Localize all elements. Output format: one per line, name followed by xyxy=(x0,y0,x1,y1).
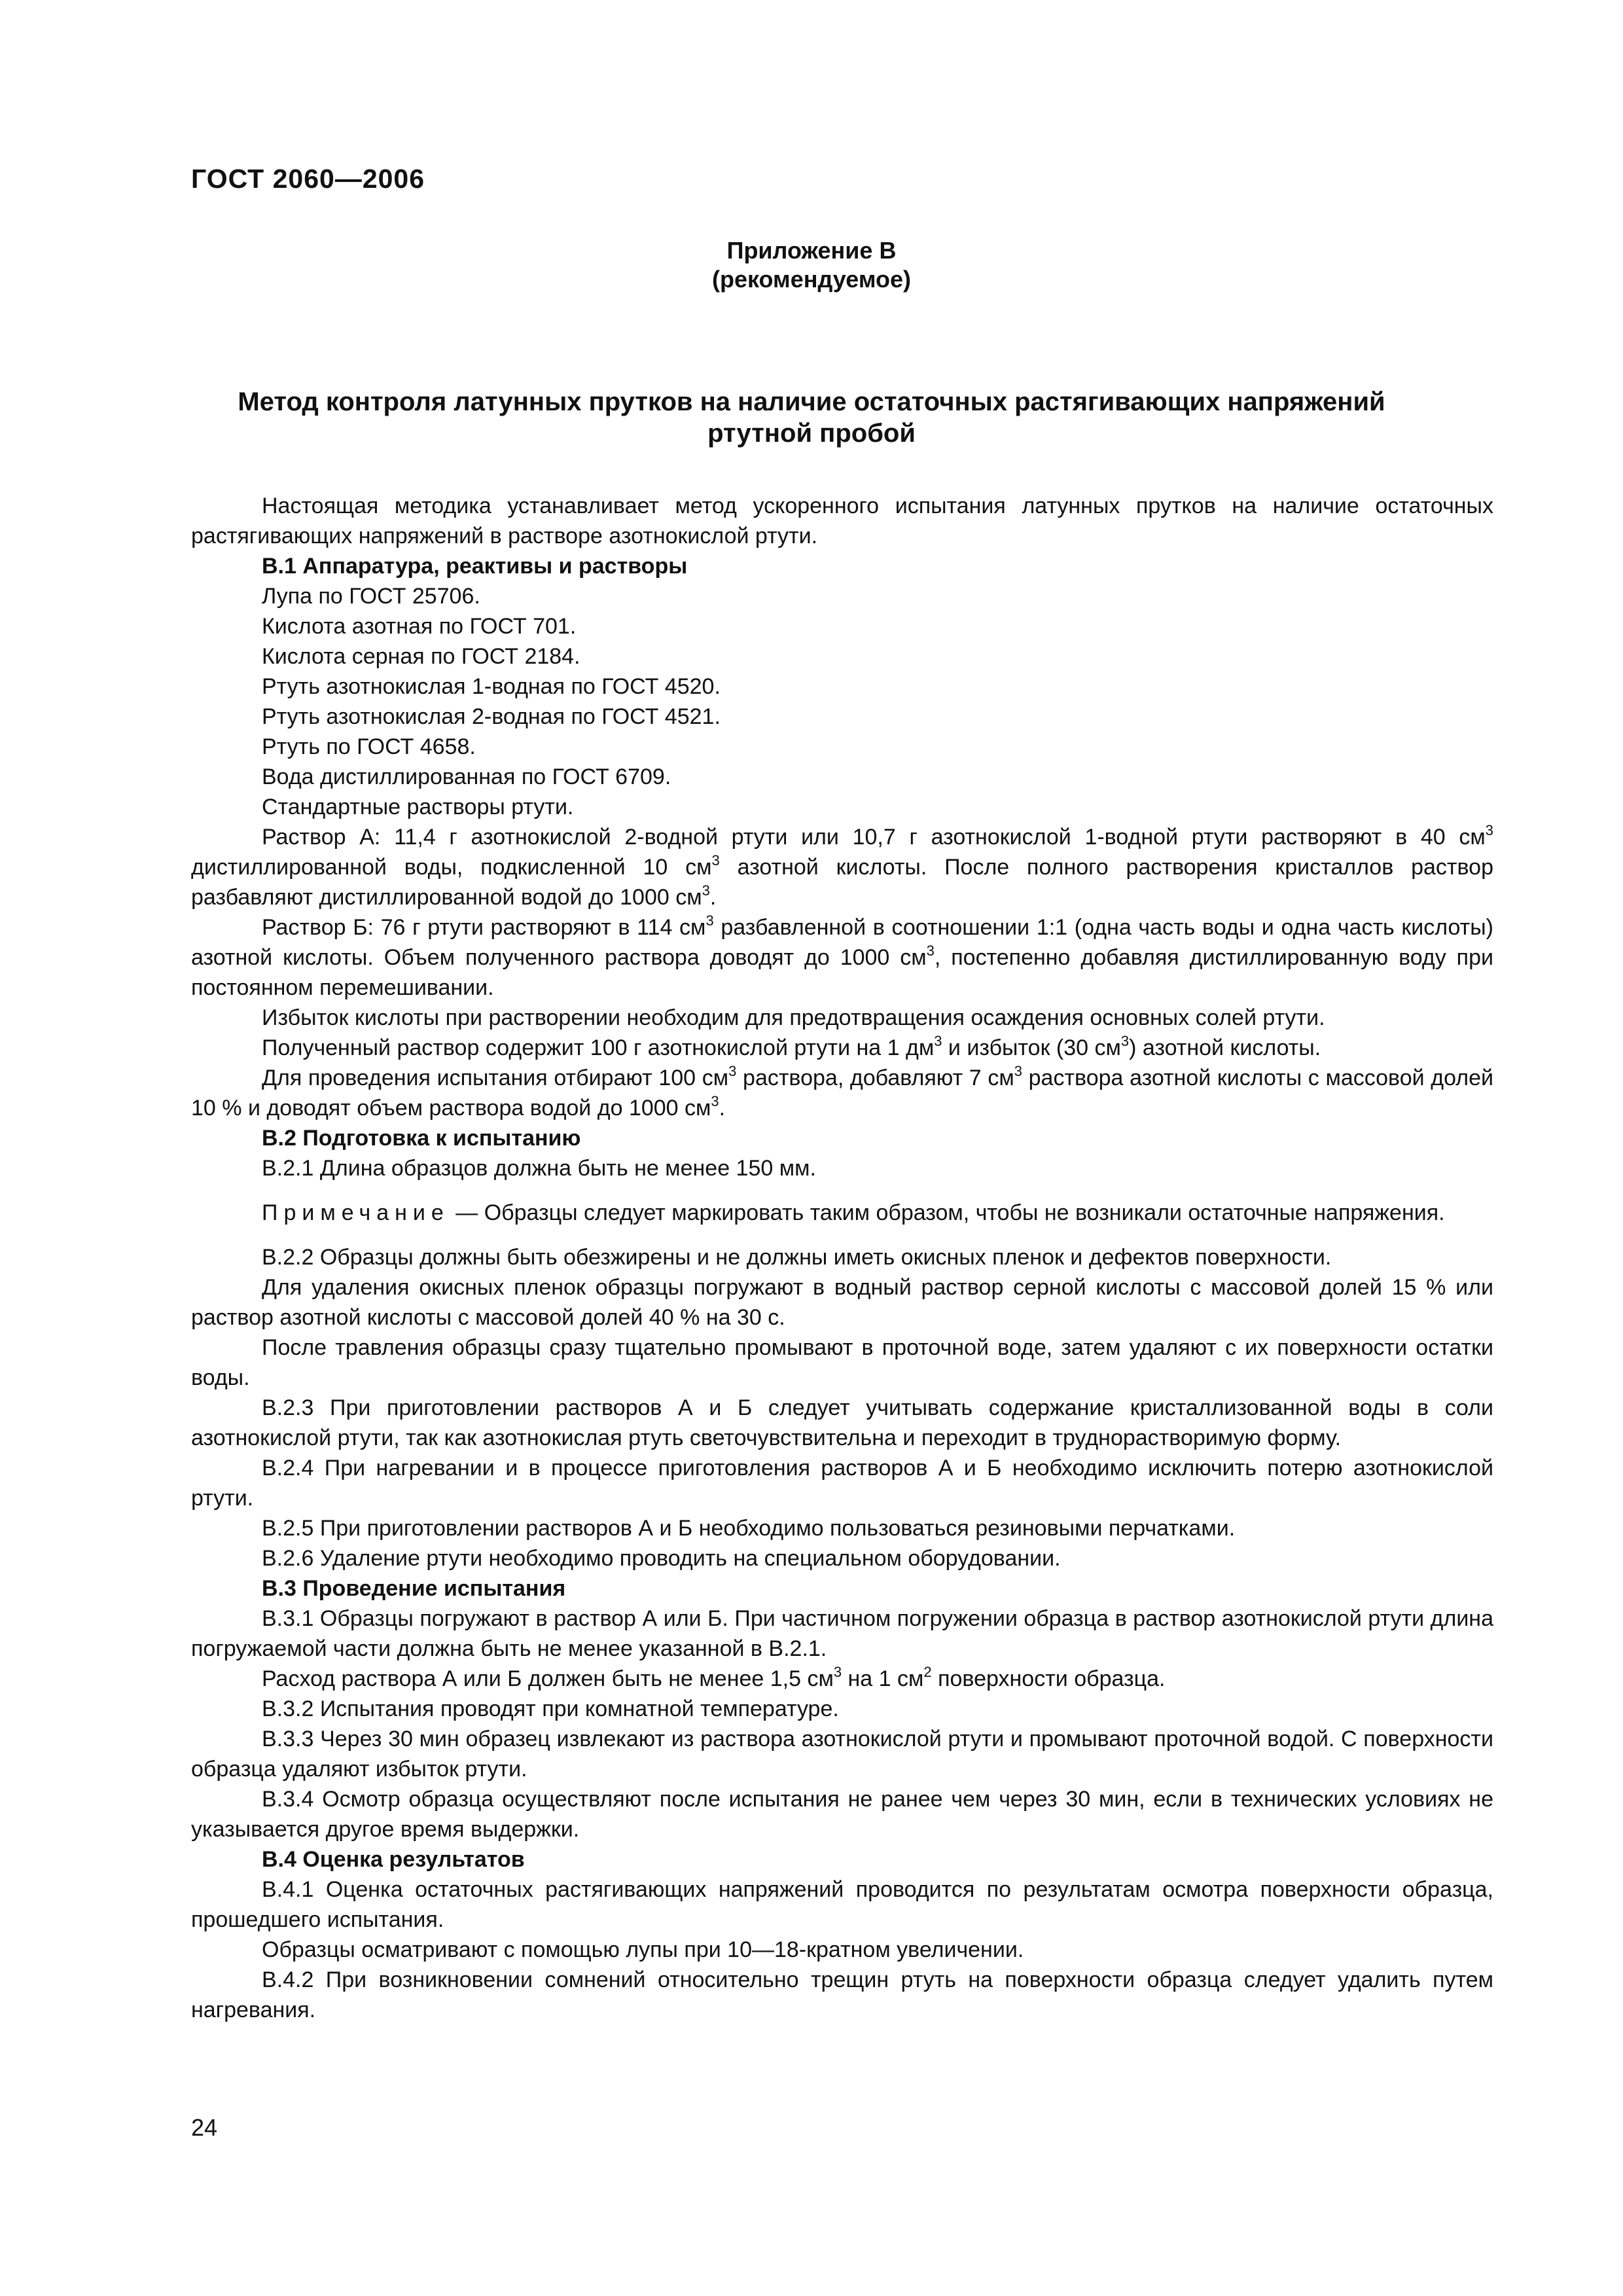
paragraph-b4-2: В.4.2 При возникновении сомнений относительно трещин ртуть на поверхности образца следует удалить путем нагревания. xyxy=(191,1967,1493,2022)
list-item: Кислота серная по ГОСТ 2184. xyxy=(262,644,580,669)
paragraph-b4-1: В.4.1 Оценка остаточных растягивающих напряжений проводится по результатам осмотра поверхности образца, прошедшего испытания. xyxy=(191,1877,1493,1932)
heading-b3: В.3 Проведение испытания xyxy=(262,1576,566,1601)
paragraph-b3-4: В.3.4 Осмотр образца осуществляют после испытания не ранее чем через 30 мин, если в технических условиях не указывается другое время выдержки. xyxy=(191,1787,1493,1842)
note-text: — Образцы следует маркировать таким образом, чтобы не возникали остаточные напряжения. xyxy=(449,1200,1445,1225)
intro-paragraph: Настоящая методика устанавливает метод ускоренного испытания латунных прутков на наличие остаточных растягивающих напряжений в растворе азотнокислой ртути. xyxy=(191,493,1493,548)
paragraph-b2-4: В.2.4 При нагревании и в процессе приготовления растворов А и Б необходимо исключить потерю азотнокислой ртути. xyxy=(191,1456,1493,1511)
solution-b-paragraph: Раствор Б: 76 г ртути растворяют в 114 $см^3$ разбавленной в соотношении 1:1 (одна часть воды и одна часть кислоты) азотной кислоты. Объем полученного раствора доводят до 1000 $см^3$, постепенно добавляя дистиллированную воду при постоянном перемешивании. xyxy=(191,912,1493,1000)
heading-b1: В.1 Аппаратура, реактивы и растворы xyxy=(262,554,688,579)
heading-b4: В.4 Оценка результатов xyxy=(262,1847,525,1872)
list-item: Кислота азотная по ГОСТ 701. xyxy=(262,614,577,639)
heading-b2: В.2 Подготовка к испытанию xyxy=(262,1126,581,1151)
list-item: Ртуть по ГОСТ 4658. xyxy=(262,734,476,759)
paragraph-b2-2: В.2.2 Образцы должны быть обезжирены и не должны иметь окисных пленок и дефектов поверхности. xyxy=(262,1245,1332,1270)
excess-acid-paragraph: Избыток кислоты при растворении необходим для предотвращения осаждения основных солей ртути. xyxy=(262,1005,1325,1030)
test-solution-paragraph: Для проведения испытания отбирают 100 $см^3$ раствора, добавляют 7 $см^3$ раствора азотной кислоты с массовой долей 10 % и доводят объем раствора водой до 1000 $см^3$. xyxy=(191,1063,1494,1121)
list-item: Ртуть азотнокислая 1-водная по ГОСТ 4520. xyxy=(262,674,721,699)
paragraph-b3-1: В.3.1 Образцы погружают в раствор А или Б. При частичном погружении образца в раствор азотнокислой ртути длина погружаемой части должна быть не менее указанной в В.2.1. xyxy=(191,1606,1493,1661)
solution-a-paragraph: Раствор А: 11,4 г азотнокислой 2-водной ртути или 10,7 г азотнокислой 1-водной ртути растворяют в 40 $см^3$ дистиллированной воды, подкисленной 10 $см^3$ азотной кислоты. После полного растворения кристаллов раствор разбавляют дистиллированной водой до 1000 $см^3$. xyxy=(191,822,1493,910)
note-label: Примечание xyxy=(262,1200,450,1225)
paragraph-b2-2-oxide: Для удаления окисных пленок образцы погружают в водный раствор серной кислоты с массовой долей 15 % или раствор азотной кислоты с массовой долей 40 % на 30 с. xyxy=(191,1275,1493,1330)
appendix-name: Приложение В xyxy=(726,237,897,264)
list-item: Лупа по ГОСТ 25706. xyxy=(262,584,480,609)
note-paragraph xyxy=(191,1198,1493,1228)
paragraph-b2-5: В.2.5 При приготовлении растворов А и Б необходимо пользоваться резиновыми перчатками. xyxy=(262,1516,1236,1541)
consumption-paragraph: Расход раствора А или Б должен быть не менее 1,5 $см^3$ на 1 $см^2$ поверхности образца. xyxy=(262,1664,1166,1691)
paragraph-b2-3: В.2.3 При приготовлении растворов А и Б следует учитывать содержание кристаллизованной воды в соли азотнокислой ртути, так как азотнокислая ртуть светочувствительна и переходит в труднорастворимую форму. xyxy=(191,1395,1493,1450)
list-item: Ртуть азотнокислая 2-водная по ГОСТ 4521. xyxy=(262,704,721,729)
list-item: Вода дистиллированная по ГОСТ 6709. xyxy=(262,764,671,789)
paragraph-b2-2-etch: После травления образцы сразу тщательно промывают в проточной воде, затем удаляют с их поверхности остатки воды. xyxy=(191,1335,1493,1390)
list-item: Стандартные растворы ртути. xyxy=(262,795,574,819)
section-title-line1: Метод контроля латунных прутков на наличие остаточных растягивающих напряжений xyxy=(238,387,1385,416)
paragraph-b2-1: В.2.1 Длина образцов должна быть не менее 150 мм. xyxy=(262,1156,816,1181)
appendix-status: (рекомендуемое) xyxy=(712,266,911,293)
section-title-line2: ртутной пробой xyxy=(707,419,916,448)
page-number: 24 xyxy=(191,2114,218,2141)
paragraph-b3-3: В.3.3 Через 30 мин образец извлекают из раствора азотнокислой ртути и промывают проточной водой. С поверхности образца удаляют избыток ртути. xyxy=(191,1727,1493,1782)
paragraph-b2-6: В.2.6 Удаление ртути необходимо проводить на специальном оборудовании. xyxy=(262,1546,1061,1571)
obtained-solution-paragraph: Полученный раствор содержит 100 г азотнокислой ртути на 1 $дм^3$ и избыток (30 $см^3$) азотной кислоты. xyxy=(262,1033,1321,1060)
section-title xyxy=(196,386,1427,449)
standard-number: ГОСТ 2060—2006 xyxy=(191,164,425,194)
paragraph-b3-2: В.3.2 Испытания проводят при комнатной температуре. xyxy=(262,1696,839,1721)
document-body xyxy=(191,491,1493,2025)
paragraph-b4-1-magnifier: Образцы осматривают с помощью лупы при 10—18-кратном увеличении. xyxy=(262,1937,1024,1962)
